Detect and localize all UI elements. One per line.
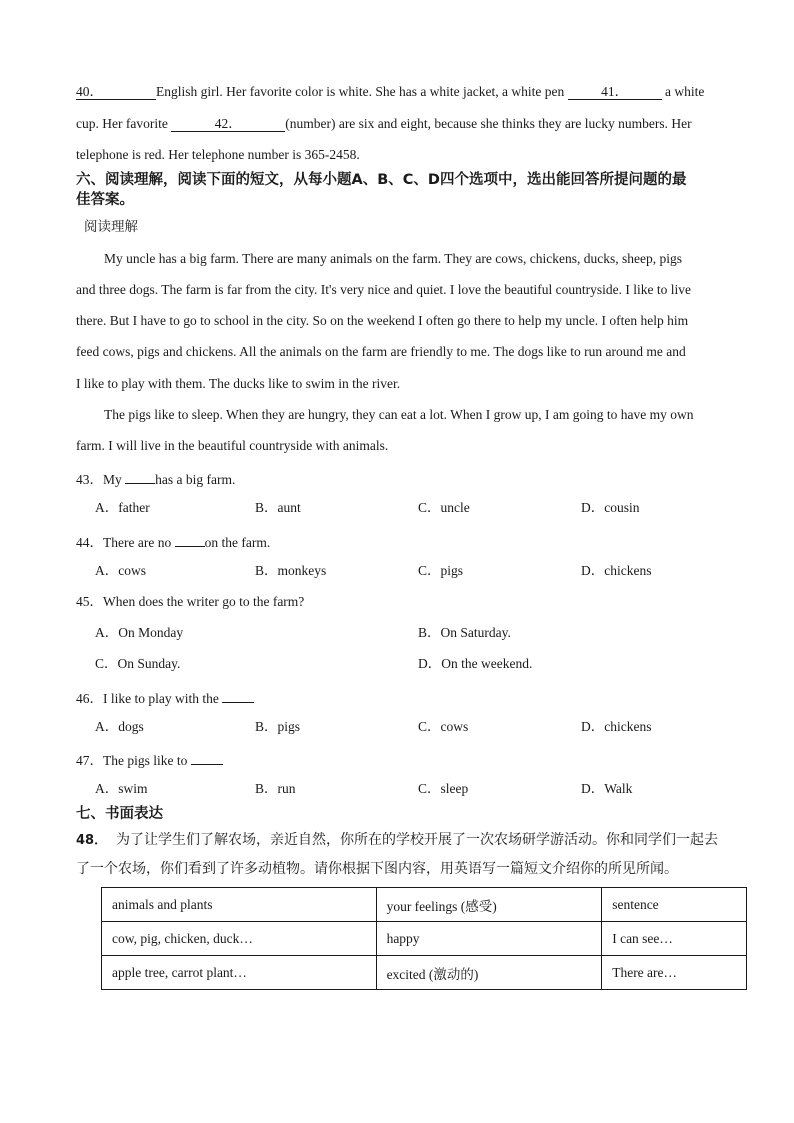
table-cell: I can see… xyxy=(602,922,747,956)
question-number: 45． xyxy=(76,594,103,609)
question-44 xyxy=(76,531,746,552)
option-43-b[interactable]: B．aunt xyxy=(255,500,301,515)
question-number: 48． xyxy=(76,833,108,848)
table-cell: animals and plants xyxy=(102,888,377,922)
cloze-text: (number) are six and eight, because she thinks they are lucky numbers. Her xyxy=(285,116,692,131)
option-46-b[interactable]: B．pigs xyxy=(255,719,301,734)
option-44-a[interactable]: A．cows xyxy=(95,563,146,578)
table-cell: cow, pig, chicken, duck… xyxy=(102,922,377,956)
cloze-text: English girl. Her favorite color is white. She has a white jacket, a white pen xyxy=(156,84,565,99)
question-text: on the farm. xyxy=(204,535,271,550)
question-text: There are no xyxy=(103,535,172,550)
table-cell: happy xyxy=(376,922,602,956)
option-44-c[interactable]: C．pigs xyxy=(418,563,464,578)
answer-blank xyxy=(125,468,155,484)
option-45-d[interactable]: D．On the weekend. xyxy=(418,656,533,671)
cloze-line-1 xyxy=(76,83,746,101)
option-43-a[interactable]: A．father xyxy=(95,500,150,515)
blank-40 xyxy=(76,84,156,100)
section6-title-line2: 佳答案。 xyxy=(76,192,134,208)
blank-41 xyxy=(568,84,662,100)
cloze-line-3: telephone is red. Her telephone number is 365-2458. xyxy=(76,147,360,162)
question-text: When does the writer go to the farm? xyxy=(103,594,305,609)
reading-subtitle: 阅读理解 xyxy=(84,219,138,235)
option-46-a[interactable]: A．dogs xyxy=(95,719,144,734)
cloze-line-2 xyxy=(76,115,746,133)
answer-blank xyxy=(222,687,254,703)
question-text: The pigs like to xyxy=(103,753,188,768)
question-43 xyxy=(76,468,746,489)
passage-line-2: and three dogs. The farm is far from the city. It's very nice and quiet. I love the beautiful countryside. I like to live xyxy=(76,282,691,297)
option-45-c[interactable]: C．On Sunday. xyxy=(95,656,181,671)
writing-prompt-line-2: 了一个农场，你们看到了许多动植物。请你根据下图内容，用英语写一篇短文介绍你的所见所闻。 xyxy=(76,861,678,877)
option-47-c[interactable]: C．sleep xyxy=(418,781,469,796)
section7-title: 七、书面表达 xyxy=(76,806,163,822)
option-47-b[interactable]: B．run xyxy=(255,781,296,796)
option-46-c[interactable]: C．cows xyxy=(418,719,469,734)
blank-42 xyxy=(171,116,285,132)
passage-line-7: farm. I will live in the beautiful countryside with animals. xyxy=(76,438,389,453)
question-46 xyxy=(76,687,746,708)
question-text: My xyxy=(103,472,122,487)
cloze-text: cup. Her favorite xyxy=(76,116,168,131)
question-45 xyxy=(76,593,746,611)
passage-line-1: My uncle has a big farm. There are many animals on the farm. They are cows, chickens, ducks, sheep, pigs xyxy=(104,251,682,266)
option-46-d[interactable]: D．chickens xyxy=(581,719,652,734)
question-47 xyxy=(76,749,746,770)
option-43-d[interactable]: D．cousin xyxy=(581,500,640,515)
table-cell: There are… xyxy=(602,956,747,990)
table-cell: your feelings (感受) xyxy=(376,888,602,922)
info-table xyxy=(101,887,747,990)
passage-line-5: I like to play with them. The ducks like to swim in the river. xyxy=(76,376,401,391)
passage-line-3: there. But I have to go to school in the city. So on the weekend I often go there to help my uncle. I often help him xyxy=(76,313,689,328)
prompt-text: 为了让学生们了解农场，亲近自然，你所在的学校开展了一次农场研学游活动。你和同学们一起去 xyxy=(116,832,718,848)
table-cell: sentence xyxy=(602,888,747,922)
question-number: 44． xyxy=(76,535,103,550)
option-45-a[interactable]: A．On Monday xyxy=(95,625,184,640)
question-number: 46． xyxy=(76,691,103,706)
table-row xyxy=(102,922,747,956)
blank-41-label: 41． xyxy=(601,84,629,99)
option-43-c[interactable]: C．uncle xyxy=(418,500,470,515)
option-47-d[interactable]: D．Walk xyxy=(581,781,633,796)
blank-40-label: 40． xyxy=(76,84,103,99)
passage-line-6: The pigs like to sleep. When they are hungry, they can eat a lot. When I grow up, I am going to have my own xyxy=(104,407,694,422)
section6-title-line1: 六、阅读理解，阅读下面的短文，从每小题A、B、C、D四个选项中，选出能回答所提问题的最 xyxy=(76,172,687,188)
writing-prompt-line-1 xyxy=(76,831,746,850)
table-cell: excited (激动的) xyxy=(376,956,602,990)
option-45-b[interactable]: B．On Saturday. xyxy=(418,625,511,640)
table-row xyxy=(102,956,747,990)
option-47-a[interactable]: A．swim xyxy=(95,781,148,796)
question-number: 43． xyxy=(76,472,103,487)
question-number: 47． xyxy=(76,753,103,768)
table-cell: apple tree, carrot plant… xyxy=(102,956,377,990)
cloze-text: a white xyxy=(665,84,705,99)
question-text: I like to play with the xyxy=(103,691,219,706)
blank-42-label: 42． xyxy=(214,116,242,131)
question-text: has a big farm. xyxy=(155,472,236,487)
answer-blank xyxy=(191,749,223,765)
option-44-d[interactable]: D．chickens xyxy=(581,563,652,578)
option-44-b[interactable]: B．monkeys xyxy=(255,563,327,578)
table-header-row xyxy=(102,888,747,922)
answer-blank xyxy=(175,531,205,547)
passage-line-4: feed cows, pigs and chickens. All the animals on the farm are friendly to me. The dogs like to run around me and xyxy=(76,344,686,359)
